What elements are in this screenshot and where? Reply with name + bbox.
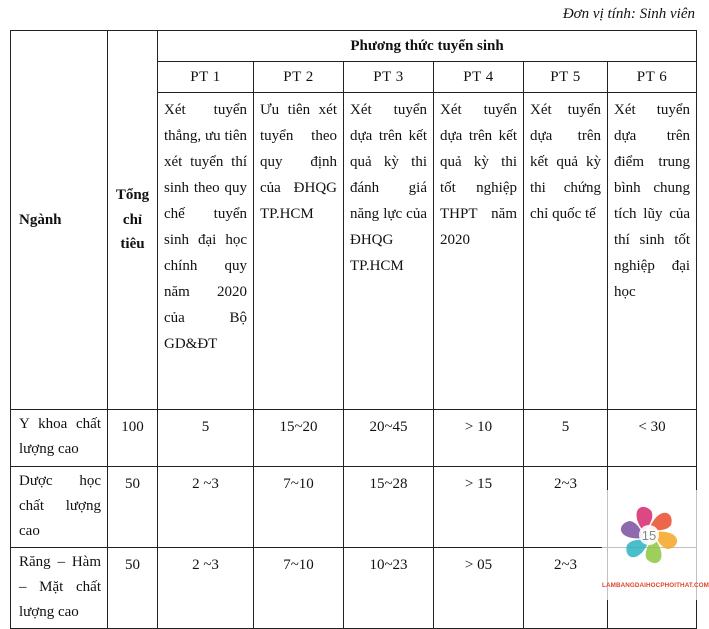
admission-quota-table [10, 30, 697, 629]
method-header: PT 3 [344, 62, 434, 93]
header-phuong-thuc: Phương thức tuyển sinh [158, 31, 697, 62]
method-header: PT 6 [608, 62, 697, 93]
table-row [11, 467, 697, 548]
watermark-number: 15 [641, 528, 657, 543]
method-description: Xét tuyển dựa trên kết quả kỳ thi đánh giá năng lực của ĐHQG TP.HCM [344, 93, 434, 410]
watermark [602, 490, 709, 600]
method-header: PT 2 [254, 62, 344, 93]
quota-cell: 2~3 [524, 548, 608, 629]
method-header: PT 1 [158, 62, 254, 93]
quota-cell: 15~28 [344, 467, 434, 548]
total-quota: 100 [108, 410, 158, 467]
table-row [11, 548, 697, 629]
method-description: Xét tuyển dựa trên điểm trung bình chung tích lũy của thí sinh tốt nghiệp đại học [608, 93, 697, 410]
quota-cell: 5 [158, 410, 254, 467]
quota-cell: 7~10 [254, 548, 344, 629]
quota-cell: > 10 [434, 410, 524, 467]
unit-note: Đơn vị tính: Sinh viên [562, 6, 695, 22]
total-quota: 50 [108, 467, 158, 548]
method-description: Xét tuyển dựa trên kết quả kỳ thi tốt nghiệp THPT năm 2020 [434, 93, 524, 410]
quota-cell: 2~3 [524, 467, 608, 548]
method-description: Xét tuyển thẳng, ưu tiên xét tuyển thí sinh theo quy chế tuyển sinh đại học chính quy năm 2020 của Bộ GD&ĐT [158, 93, 254, 410]
quota-cell: 15~20 [254, 410, 344, 467]
quota-cell: 20~45 [344, 410, 434, 467]
quota-cell: 7~10 [254, 467, 344, 548]
quota-cell: > 15 [434, 467, 524, 548]
quota-cell: < 30 [608, 410, 697, 467]
watermark-logo-icon [614, 500, 684, 570]
total-quota: 50 [108, 548, 158, 629]
header-tong-chi-tieu: Tổng chỉ tiêu [108, 31, 158, 410]
major-name: Răng – Hàm – Mặt chất lượng cao [11, 548, 108, 629]
method-description: Xét tuyển dựa trên kết quả kỳ thi chứng chỉ quốc tế [524, 93, 608, 410]
header-nganh: Ngành [11, 31, 108, 410]
method-description: Ưu tiên xét tuyển theo quy định của ĐHQG TP.HCM [254, 93, 344, 410]
watermark-text: LAMBANGDAIHOCPHOITHAT.COM [602, 582, 709, 589]
quota-cell: 5 [524, 410, 608, 467]
method-header: PT 5 [524, 62, 608, 93]
quota-cell: 2 ~3 [158, 467, 254, 548]
quota-cell: > 05 [434, 548, 524, 629]
major-name: Dược học chất lượng cao [11, 467, 108, 548]
quota-cell: 2 ~3 [158, 548, 254, 629]
major-name: Y khoa chất lượng cao [11, 410, 108, 467]
quota-cell: 10~23 [344, 548, 434, 629]
table-row [11, 410, 697, 467]
method-header: PT 4 [434, 62, 524, 93]
